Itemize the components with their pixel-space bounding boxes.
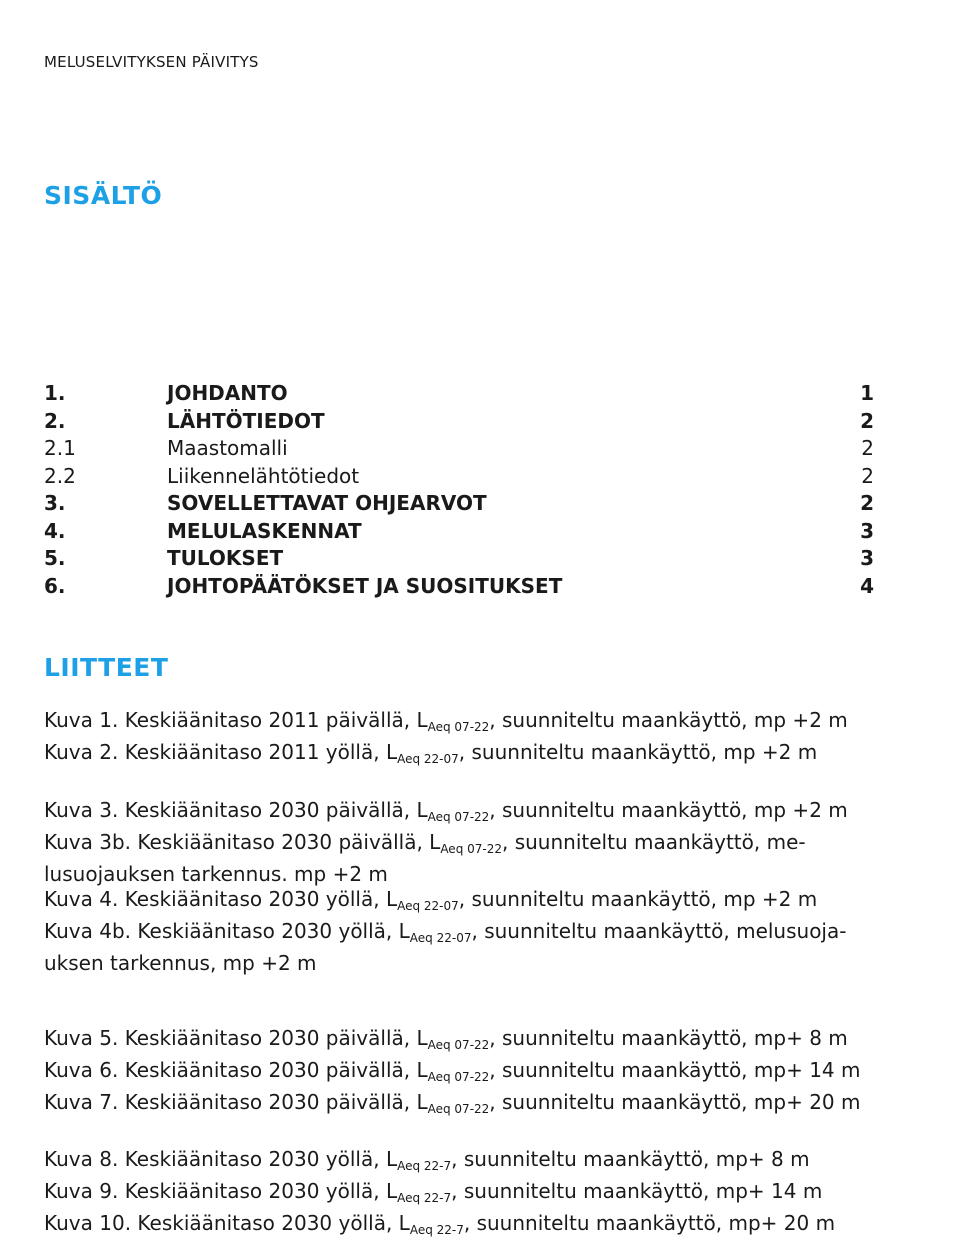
figure-entry [44, 1147, 924, 1179]
figure-subscript: Aeq 22-7 [397, 1159, 452, 1173]
running-header: MELUSELVITYKSEN PÄIVITYS [44, 53, 259, 71]
toc-entry [44, 463, 874, 491]
toc-entry [44, 435, 874, 463]
figure-entry [44, 887, 924, 919]
figure-label: Kuva 1. [44, 708, 119, 732]
toc-entry-num: 5. [44, 546, 66, 570]
figure-description: , suunniteltu maankäyttö, mp+ 20 m [463, 1211, 836, 1235]
toc-entry-num: 3. [44, 491, 66, 515]
figure-label: Kuva 7. [44, 1090, 119, 1114]
figure-entry [44, 740, 924, 772]
figure-title: Keskiäänitaso 2030 päivällä, L [137, 830, 441, 854]
figure-subscript: Aeq 07-22 [427, 1102, 490, 1116]
toc-entry-text: Liikennelähtötiedot [167, 463, 360, 488]
figure-subscript: Aeq 07-22 [427, 720, 490, 734]
toc-entry-page: 2 [860, 491, 874, 515]
figure-description: , suunniteltu maankäyttö, mp +2 m [489, 708, 848, 732]
figure-entry [44, 1058, 924, 1090]
toc-entry-num: 2.2 [44, 463, 76, 488]
figure-title: Keskiäänitaso 2011 yöllä, L [124, 740, 398, 764]
figure-entry [44, 1090, 924, 1122]
figure-description: , suunniteltu maankäyttö, melusuoja- uksen tarkennus, mp +2 m [44, 919, 847, 975]
figure-description: , suunniteltu maankäyttö, mp+ 8 m [489, 1026, 848, 1050]
figure-entry [44, 830, 924, 887]
group-spacer [44, 1122, 924, 1147]
toc-entry-text: SOVELLETTAVAT OHJEARVOT [167, 491, 487, 515]
figure-subscript: Aeq 07-22 [427, 1038, 490, 1052]
figure-label: Kuva 2. [44, 740, 119, 764]
toc-entry-num: 2.1 [44, 436, 76, 460]
figure-entry [44, 1026, 924, 1058]
toc-entry-text: JOHDANTO [167, 381, 288, 405]
figure-subscript: Aeq 07-22 [440, 842, 502, 856]
figure-title: Keskiäänitaso 2030 päivällä, L [124, 1090, 428, 1114]
toc-entry [44, 518, 874, 546]
toc-entry [44, 490, 874, 518]
toc-entry-text: Maastomalli [167, 436, 288, 460]
figure-title: Keskiäänitaso 2030 yöllä, L [124, 1179, 398, 1203]
figure-description: , suunniteltu maankäyttö, mp +2 m [489, 798, 848, 822]
figure-description: , suunniteltu maankäyttö, mp+ 20 m [489, 1090, 861, 1114]
toc-entry-num: 4. [44, 518, 66, 543]
figure-description: , suunniteltu maankäyttö, mp +2 m [458, 740, 818, 764]
figure-title: Keskiäänitaso 2030 yöllä, L [124, 1147, 398, 1171]
group-spacer [44, 772, 924, 798]
figure-label: Kuva 8. [44, 1147, 119, 1171]
figure-title: Keskiäänitaso 2030 päivällä, L [124, 1058, 428, 1082]
figure-description: , suunniteltu maankäyttö, mp +2 m [458, 887, 818, 911]
toc-entry [44, 545, 874, 573]
toc-entry-page: 3 [860, 546, 874, 570]
toc-entry-page: 2 [861, 463, 874, 488]
figure-description: , suunniteltu maankäyttö, mp+ 14 m [489, 1058, 861, 1082]
toc-entry-text: JOHTOPÄÄTÖKSET JA SUOSITUKSET [167, 573, 563, 598]
appendices-heading: LIITTEET [44, 653, 169, 682]
toc-entry [44, 380, 874, 408]
figure-title: Keskiäänitaso 2030 yöllä, L [124, 887, 398, 911]
toc-entry-num: 1. [44, 381, 66, 405]
toc-entry-text: LÄHTÖTIEDOT [167, 408, 325, 433]
appendix-list [44, 708, 924, 1243]
table-of-contents [44, 380, 874, 600]
toc-entry-num: 6. [44, 573, 66, 598]
figure-label: Kuva 9. [44, 1179, 119, 1203]
figure-subscript: Aeq 07-22 [427, 810, 490, 824]
figure-subscript: Aeq 22-7 [409, 1223, 464, 1237]
toc-entry [44, 408, 874, 436]
toc-entry-page: 4 [860, 573, 874, 598]
toc-entry-page: 2 [860, 408, 874, 433]
figure-subscript: Aeq 22-07 [409, 931, 472, 945]
figure-entry [44, 1179, 924, 1211]
figure-label: Kuva 10. [44, 1211, 132, 1235]
toc-entry-text: TULOKSET [167, 546, 284, 570]
toc-entry-text: MELULASKENNAT [167, 518, 362, 543]
figure-description: , suunniteltu maankäyttö, mp+ 14 m [451, 1179, 823, 1203]
toc-entry-page: 2 [861, 436, 874, 460]
figure-subscript: Aeq 22-7 [397, 1191, 452, 1205]
figure-title: Keskiäänitaso 2030 yöllä, L [137, 1211, 410, 1235]
figure-label: Kuva 3b. [44, 830, 132, 854]
figure-entry [44, 919, 924, 976]
figure-subscript: Aeq 22-07 [397, 899, 459, 913]
toc-entry [44, 573, 874, 601]
figure-entry [44, 708, 924, 740]
toc-entry-page: 3 [860, 518, 874, 543]
figure-title: Keskiäänitaso 2030 päivällä, L [124, 798, 428, 822]
figure-label: Kuva 4b. [44, 919, 132, 943]
toc-heading: SISÄLTÖ [44, 181, 163, 210]
figure-description: , suunniteltu maankäyttö, mp+ 8 m [451, 1147, 810, 1171]
figure-title: Keskiäänitaso 2030 päivällä, L [124, 1026, 428, 1050]
figure-title: Keskiäänitaso 2011 päivällä, L [124, 708, 428, 732]
figure-label: Kuva 6. [44, 1058, 119, 1082]
figure-entry [44, 1211, 924, 1243]
figure-subscript: Aeq 07-22 [427, 1070, 490, 1084]
figure-label: Kuva 4. [44, 887, 119, 911]
toc-entry-page: 1 [860, 381, 874, 405]
figure-label: Kuva 3. [44, 798, 119, 822]
toc-entry-num: 2. [44, 408, 66, 433]
figure-description: , suunniteltu maankäyttö, me- lusuojauksen tarkennus. mp +2 m [44, 830, 806, 886]
figure-title: Keskiäänitaso 2030 yöllä, L [137, 919, 410, 943]
figure-subscript: Aeq 22-07 [397, 752, 459, 766]
figure-label: Kuva 5. [44, 1026, 119, 1050]
group-spacer [44, 976, 924, 1026]
figure-entry [44, 798, 924, 830]
